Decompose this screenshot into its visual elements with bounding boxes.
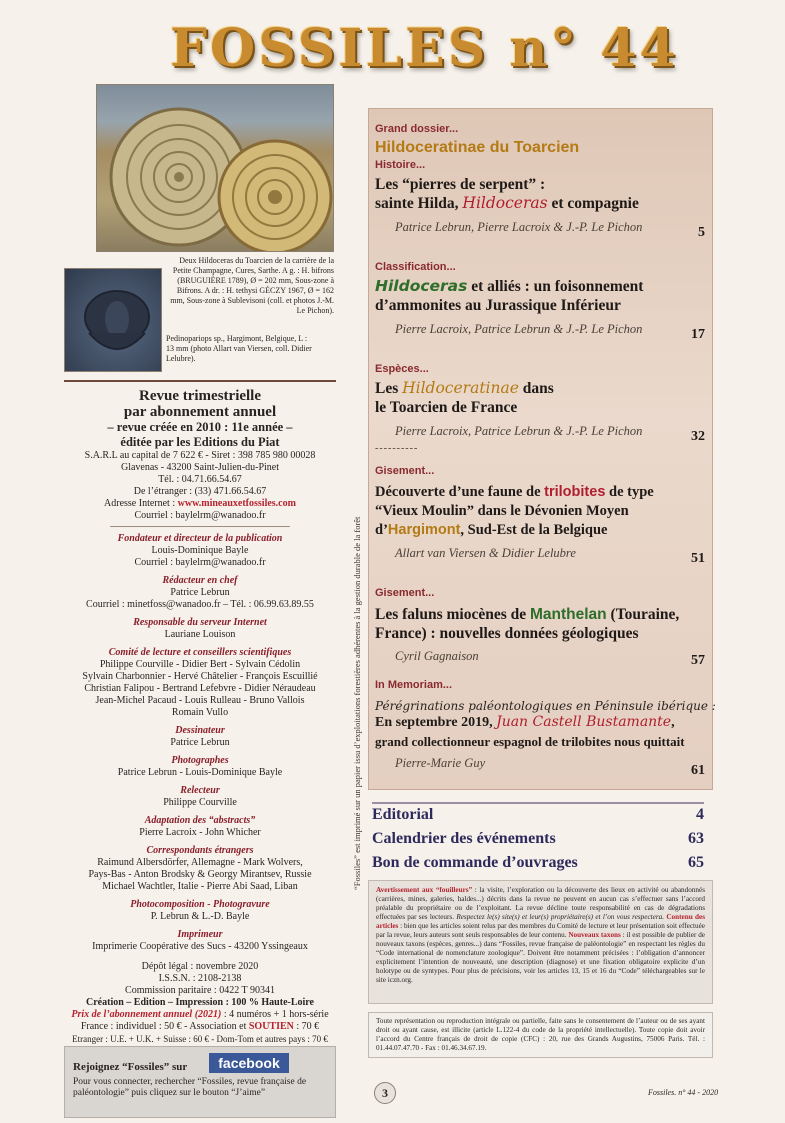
article-title-line — [375, 194, 705, 213]
copyright-box: Toute représentation ou reproduction intégrale ou partielle, faite sans le consentement de l’auteur ou de ses ayant droit ou ayant cause, est illicite (article L.122-4 du code de la propriété intellectuelle). Toute copie doit avoir l’accord du Centre français de droit de copie (CFC) : 20, rue des Grands Augustins, 75006 Paris. Tél. : 01.44.07.47.70 - Fax : 01.46.34.67.19. — [368, 1012, 713, 1058]
issn: I.S.S.N. : 2108-2138 — [158, 973, 242, 984]
ammonites-photo — [96, 84, 334, 252]
masthead-section — [64, 929, 336, 953]
paper-note-text: “Fossiles” est imprimé sur un papier issu d’exploitations forestières adhérentes à la gestion durable de la forêt — [352, 516, 362, 890]
article-page: 5 — [698, 225, 705, 240]
article-authors: Patrice Lebrun, Pierre Lacroix & J.-P. Le Pichon — [395, 220, 643, 234]
title-part: et alliés : un foisonnement — [467, 278, 644, 295]
title-part: En septembre 2019, — [375, 715, 497, 730]
ammonites-caption: Deux Hildoceras du Toarcien de la carrière de la Petite Champagne, Cures, Sarthe. A g. : H. bifrons (BRUGUIÈRE 1789), Ø = 202 mm, Sous-zone à Bifrons. A dr. : H. tethysi GÉCZY 1967, Ø = 162 mm, Sous-zone à Sublevisoni (coll. et photos J.-M. Le Pichon). — [170, 256, 334, 315]
price-line-1 — [64, 1009, 336, 1021]
section-heading: Photographes — [171, 755, 229, 766]
section-label: Gisement... — [375, 587, 435, 599]
section-line: Philippe Courville - Didier Bert - Sylvain Cédolin — [99, 659, 301, 670]
article-page: 17 — [691, 327, 705, 342]
title-part: , Sud-Est de la Belgique — [460, 522, 608, 538]
masthead-section — [64, 755, 336, 779]
section-heading: Rédacteur en chef — [162, 575, 238, 586]
masthead-divider — [110, 526, 290, 527]
price-heading: Prix de l’abonnement annuel (2021) — [71, 1009, 222, 1020]
content-head: Contenu des articles — [376, 913, 705, 930]
masthead-section — [64, 617, 336, 641]
facebook-logo[interactable]: facebook — [209, 1053, 289, 1073]
masthead-rule — [64, 380, 336, 382]
article-authors: Pierre Lacroix, Patrice Lebrun & J.-P. Le Pichon — [395, 322, 643, 336]
toc-entry[interactable] — [375, 363, 705, 454]
section-label: In Memoriam... — [375, 679, 453, 691]
masthead-publisher: éditée par les Editions du Piat — [120, 435, 280, 449]
warning-respect: Respectez le(s) site(s) et leur(s) propriétaire(s) et l’on vous respectera. — [456, 913, 665, 921]
section-line: Pierre Lacroix - John Whicher — [139, 827, 261, 838]
title-part: sainte Hilda, — [375, 195, 463, 212]
grand-dossier-label: Grand dossier... — [375, 123, 459, 135]
trilobite-photo — [64, 268, 162, 372]
masthead-section — [64, 725, 336, 749]
title-accent: Hildoceras — [462, 194, 548, 212]
section-line: Raimund Albersdörfer, Allemagne - Mark Wolvers, — [97, 857, 303, 868]
legal-deposit: Dépôt légal : novembre 2020 — [141, 961, 259, 972]
price-detail: : 4 numéros + 1 hors-série — [221, 1009, 329, 1020]
title-accent: Hildoceratinae — [402, 379, 519, 397]
section-label: Classification... — [375, 261, 456, 273]
toc-entry[interactable] — [375, 587, 705, 668]
article-authors: Allart van Viersen & Didier Lelubre — [395, 546, 576, 560]
masthead-headline-2: par abonnement annuel — [123, 404, 277, 420]
article-title-line: grand collectionneur espagnol de trilobites nous quittait — [375, 734, 685, 749]
section-line: Patrice Lebrun - Louis-Dominique Bayle — [117, 767, 283, 778]
toc-extra-label: Bon de commande d’ouvrages — [372, 854, 578, 871]
title-part: Les — [375, 380, 403, 397]
masthead-tel: Tél. : 04.71.66.54.67 — [158, 474, 242, 485]
masthead-sections — [64, 533, 336, 953]
masthead — [64, 380, 336, 1057]
title-part: (Touraine, — [606, 606, 680, 623]
content-text: : bien que les articles soient relus par des membres du Comité de lecture et leur présentation soit effectuée par la revue, leurs auteurs sont seuls responsables de leur contenu. — [376, 922, 705, 939]
article-title-line: “Vieux Moulin” dans le Dévonien Moyen — [375, 503, 629, 519]
article-title-line — [375, 521, 705, 540]
section-heading: Dessinateur — [175, 725, 225, 736]
masthead-section — [64, 845, 336, 893]
article-kicker: Pérégrinations paléontologiques en Péninsule ibérique : — [375, 699, 716, 713]
toc-entry[interactable] — [375, 159, 705, 240]
article-authors: Cyril Gagnaison — [395, 649, 479, 663]
article-page: 51 — [691, 551, 705, 566]
facebook-box — [64, 1046, 336, 1118]
facebook-instructions: Pour vous connecter, rechercher “Fossiles, revue française de paléontologie” puis cliquez sur le bouton “J’aime” — [73, 1077, 307, 1098]
warning-box — [368, 880, 713, 1004]
section-line: Romain Vullo — [171, 707, 229, 718]
contents-panel — [368, 108, 716, 790]
masthead-section — [64, 815, 336, 839]
web-prefix: Adresse Internet : — [104, 498, 178, 509]
title-part: , — [671, 715, 675, 730]
warning-text: : la visite, l’exploration ou la découverte des lieux en activité ou abandonnés (carrières, mines, galeries, haldes...) décrits dans la revue ne peuvent en aucun cas s’effectuer sans l’accord préalable du propriétaire ou de l’exploitant. La revue décline toute responsabilité en cas de dégradations effectuées par ses lecteurs. — [376, 886, 705, 921]
masthead-section — [64, 899, 336, 923]
title-accent: Hargimont — [387, 522, 461, 538]
price-france: France : individuel : 50 € - Association et — [80, 1021, 249, 1032]
masthead-email: Courriel : baylelrm@wanadoo.fr — [134, 510, 266, 521]
section-line: Sylvain Charbonnier - Hervé Châtelier - François Escuillié — [82, 671, 318, 682]
toc-extra-page: 63 — [688, 830, 704, 847]
toc-extra-row[interactable] — [372, 806, 704, 830]
article-title-line — [375, 277, 705, 296]
section-heading: Photocomposition - Photogravure — [130, 899, 270, 910]
article-title-line: Les “pierres de serpent” : — [375, 176, 546, 193]
article-authors: Pierre Lacroix, Patrice Lebrun & J.-P. Le Pichon — [395, 424, 643, 438]
warning-head: Avertissement aux “fouilleurs” — [376, 886, 473, 894]
price-line-2 — [64, 1021, 336, 1033]
masthead-company: S.A.R.L au capital de 7 622 € - Siret : 398 785 980 00028 — [84, 450, 316, 461]
toc-extra-row[interactable] — [372, 830, 704, 854]
trilobite-caption: Pedinopariops sp., Hargimont, Belgique, L : 13 mm (photo Allart van Viersen, coll. Didier Lelubre). — [166, 334, 312, 363]
taxa-text: : il est possible de publier de nouveaux taxons (espèces, genres...) dans “Fossiles, revue française de paléontologie” en respectant les règles du “Code international de nomenclature zoologique”. Doivent être notamment précisées : l’obligation d’annoncer explicitement l’intention de nouveauté, une description (diagnose) et une fixation obligatoire explicite d’un holotype ou de syntypes. Pour plus de précisions, voir les articles 13, 15 et 16 du “Code” téléchargeables sur le site iczn.org. — [376, 931, 705, 984]
title-part: et compagnie — [547, 195, 639, 212]
section-heading: Adaptation des “abstracts” — [144, 815, 256, 826]
masthead-section — [64, 533, 336, 569]
facebook-join-text: Rejoignez “Fossiles” sur — [73, 1061, 188, 1073]
taxa-head: Nouveaux taxons — [568, 931, 621, 939]
toc-extra-page: 65 — [688, 854, 704, 871]
section-label: Histoire... — [375, 159, 426, 171]
price-line-3: Etranger : U.E. + U.K. + Suisse : 60 € - Dom-Tom et autres pays : 70 € — [72, 1034, 328, 1044]
separator: ---------- — [375, 443, 419, 454]
dossier-title: Hildoceratinae du Toarcien — [375, 139, 580, 156]
section-heading: Fondateur et directeur de la publication — [117, 533, 283, 544]
section-heading: Responsable du serveur Internet — [133, 617, 267, 628]
toc-entry[interactable] — [375, 465, 705, 566]
toc-extra-label: Editorial — [372, 806, 434, 823]
price-soutien: : 70 € — [293, 1021, 320, 1032]
article-title-line: France) : nouvelles données géologiques — [375, 625, 639, 642]
article-title-line: d’ammonites au Jurassique Inférieur — [375, 297, 621, 314]
title-accent: Manthelan — [530, 606, 607, 623]
article-title-line — [375, 483, 705, 502]
title-part: d’ — [375, 522, 388, 538]
section-line: Courriel : baylelrm@wanadoo.fr — [134, 557, 266, 568]
section-line: Patrice Lebrun — [170, 587, 230, 598]
section-line: Jean-Michel Pacaud - Louis Rulleau - Bruno Vallois — [95, 695, 305, 706]
section-line: Christian Falipou - Bertrand Lefebvre - Didier Néraudeau — [84, 683, 316, 694]
article-title-line — [375, 379, 705, 398]
article-page: 57 — [691, 653, 705, 668]
masthead-web — [64, 498, 336, 510]
title-part: de type — [605, 484, 654, 500]
page-number: 3 — [374, 1082, 396, 1104]
toc-extra-label: Calendrier des événements — [372, 830, 556, 847]
section-heading: Relecteur — [180, 785, 220, 796]
masthead-section — [64, 785, 336, 809]
toc-extra-page: 4 — [696, 806, 704, 823]
website-link[interactable]: www.mineauxetfossiles.com — [177, 498, 296, 509]
masthead-section — [64, 575, 336, 611]
magazine-title: FOSSILES n° 44 — [170, 18, 679, 79]
section-line: Patrice Lebrun — [170, 737, 230, 748]
section-heading: Imprimeur — [177, 929, 223, 940]
article-page: 61 — [691, 763, 705, 778]
masthead-tel-abroad: De l’étranger : (33) 471.66.54.67 — [133, 486, 267, 497]
title-accent: Juan Castell Bustamante — [496, 714, 672, 730]
section-line: P. Lebrun & L.-D. Bayle — [150, 911, 250, 922]
article-title-line — [375, 713, 705, 732]
toc-extra-row[interactable] — [372, 854, 704, 878]
section-line: Michael Wachtler, Italie - Pierre Abi Saad, Liban — [102, 881, 298, 892]
title-part: Découverte d’une faune de — [375, 484, 545, 500]
article-page: 32 — [691, 429, 705, 444]
section-heading: Comité de lecture et conseillers scientifiques — [108, 647, 292, 658]
masthead-headline-1: Revue trimestrielle — [138, 388, 262, 404]
section-label: Gisement... — [375, 465, 435, 477]
title-part: dans — [518, 380, 554, 397]
section-heading: Correspondants étrangers — [146, 845, 254, 856]
article-title-line: le Toarcien de France — [375, 399, 518, 416]
toc-entry[interactable] — [375, 261, 705, 342]
toc-entry[interactable] — [375, 679, 716, 778]
soutien-label: SOUTIEN — [248, 1021, 294, 1032]
commission: Commission paritaire : 0422 T 90341 — [125, 985, 275, 996]
title-accent: Hildoceras — [375, 277, 468, 295]
creation-line: Création – Edition – Impression : 100 % Haute-Loire — [86, 997, 314, 1008]
section-line: Lauriane Louison — [164, 629, 236, 640]
section-line: Pays-Bas - Anton Brodsky & Georgy Mirantsev, Russie — [88, 869, 312, 880]
title-accent: trilobites — [544, 484, 606, 500]
masthead-section — [64, 647, 336, 719]
section-line: Philippe Courville — [163, 797, 237, 808]
article-authors: Pierre-Marie Guy — [395, 756, 486, 770]
folio: Fossiles. n° 44 - 2020 — [648, 1088, 719, 1097]
section-line: Imprimerie Coopérative des Sucs - 43200 Yssingeaux — [92, 941, 308, 952]
section-line: Courriel : minetfoss@wanadoo.fr – Tél. : 06.99.63.89.55 — [86, 599, 314, 610]
title-part: Les faluns miocènes de — [375, 606, 530, 623]
article-title-line — [375, 605, 705, 624]
toc-extras — [372, 802, 704, 878]
masthead-address: Glavenas - 43200 Saint-Julien-du-Pinet — [120, 462, 280, 473]
masthead-created: – revue créée en 2010 : 11e année – — [107, 420, 293, 434]
section-label: Espèces... — [375, 363, 429, 375]
ammonite-right-illustration — [219, 141, 331, 252]
section-line: Louis-Dominique Bayle — [151, 545, 249, 556]
